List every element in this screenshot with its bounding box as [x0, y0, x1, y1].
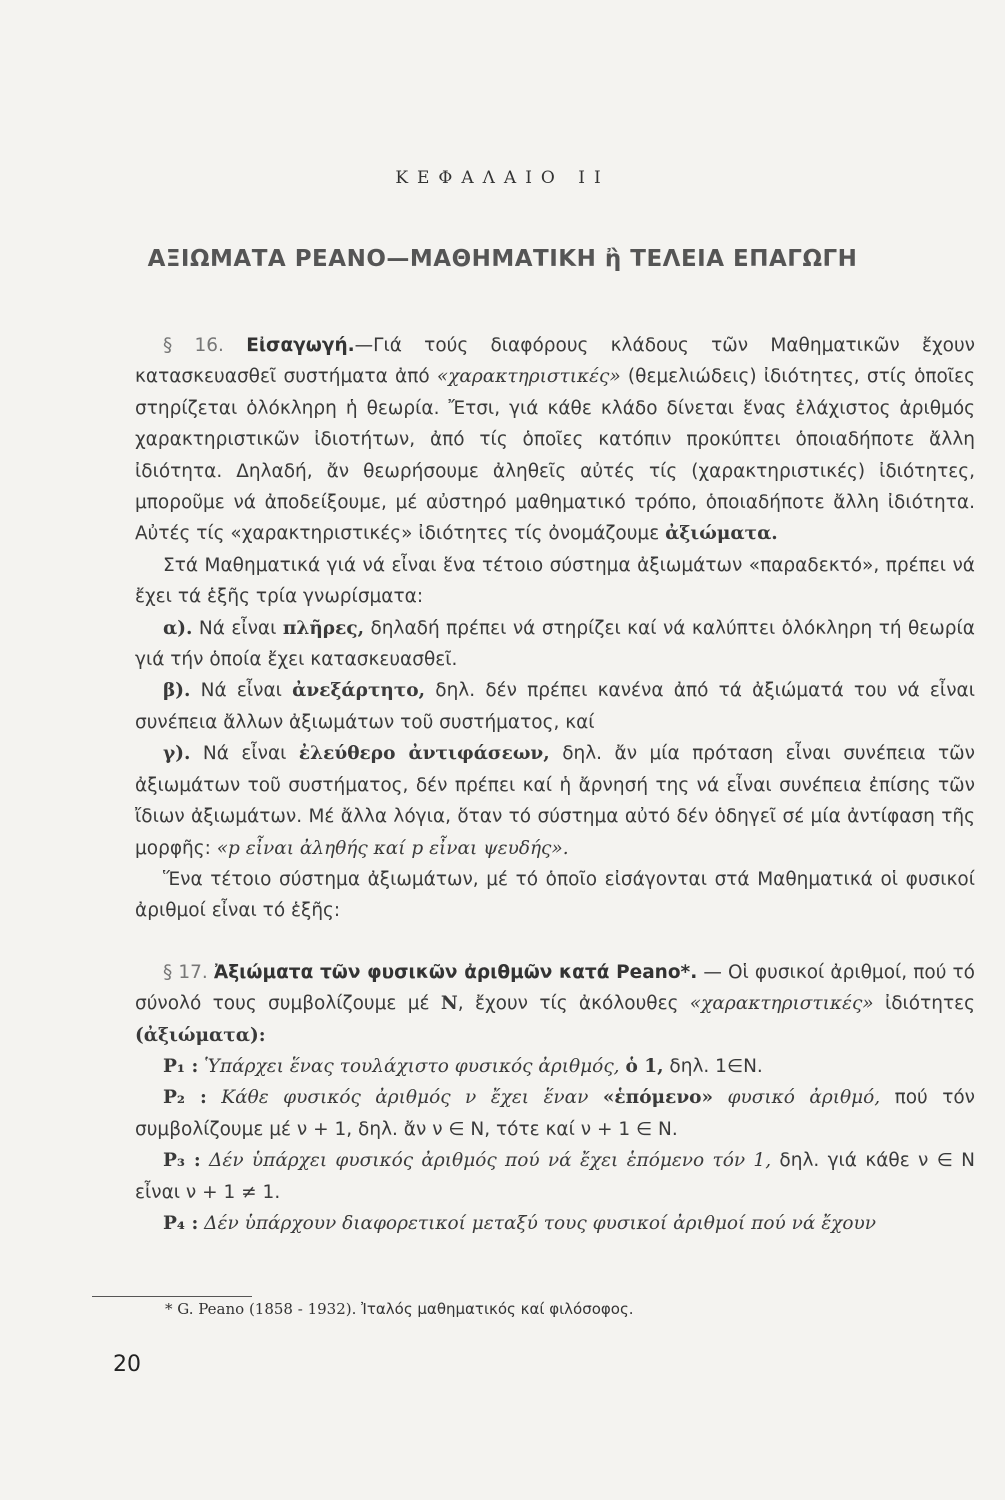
requirement-beta: β). Νά εἶναι ἀνεξάρτητο, δηλ. δέν πρέπει κανένα ἀπό τά ἀξιώματά του νά εἶναι συνέπεια ἄλλων ἀξιωμάτων τοῦ συστήματος, καί — [135, 680, 975, 733]
page-number: 20 — [113, 1352, 141, 1377]
section-16-paragraph: § 16. Εἰσαγωγή.—Γιά τούς διαφόρους κλάδους τῶν Μαθηματικῶν ἔχουν κατασκευασθεῖ συστήματα ἀπό «χαρακτηριστικές» (θεμελιώδεις) ἰδιότητες, στίς ὁποῖες στηρίζεται ὁλόκληρη ἡ θεωρία. Ἔτσι, γιά κάθε κλάδο δίνεται ἕνας ἐλάχιστος ἀριθμός χαρακτηριστικῶν ἰδιοτήτων, ἀπό τίς ὁποῖες κατόπιν προκύπτει ὁποιαδήποτε ἄλλη ἰδιότητα. Δηλαδή, ἄν θεωρήσουμε ἀληθεῖς αὐτές τίς (χαρακτηριστικές) ἰδιότητες, μποροῦμε νά ἀποδείξουμε, μέ αὐστηρό μαθηματικό τρόπο, ὁποιαδήποτε ἄλλη ἰδιότητα. Αὐτές τίς «χαρακτηριστικές» ἰδιότητες τίς ὀνομάζουμε ἀξιώματα. — [135, 335, 975, 545]
footnote: * G. Peano (1858 - 1932). Ἰταλός μαθηματικός καί φιλόσοφος. — [165, 1300, 634, 1318]
axiom-p1: P₁ : Ὑπάρχει ἕνας τουλάχιστο φυσικός ἀριθμός, ὁ 1, δηλ. 1∈N. — [163, 1055, 763, 1077]
requirements-paragraph: Στά Μαθηματικά γιά νά εἶναι ἕνα τέτοιο σύστημα ἀξιωμάτων «παραδεκτό», πρέπει νά ἔχει τά ἑξῆς τρία γνωρίσματα: — [135, 554, 975, 608]
page-body — [135, 330, 975, 1239]
section-17-mark: § 17. — [163, 961, 208, 983]
axiom-p3: P₃ : Δέν ὑπάρχει φυσικός ἀριθμός πού νά ἔχει ἑπόμενο τόν 1, δηλ. γιά κάθε ν ∈ N εἶναι ν + 1 ≠ 1. — [135, 1150, 975, 1203]
system-paragraph: Ἕνα τέτοιο σύστημα ἀξιωμάτων, μέ τό ὁποῖο εἰσάγονται στά Μαθηματικά οἱ φυσικοί ἀριθμοί εἶναι τό ἑξῆς: — [135, 868, 975, 922]
axiom-p4: P₄ : Δέν ὑπάρχουν διαφορετικοί μεταξύ τους φυσικοί ἀριθμοί πού νά ἔχουν — [163, 1212, 876, 1234]
requirement-gamma: γ). Νά εἶναι ἐλεύθερο ἀντιφάσεων, δηλ. ἄν μία πρόταση εἶναι συνέπεια τῶν ἀξιωμάτων τοῦ συστήματος, δέν πρέπει καί ἡ ἄρνησή της νά εἶναι συνέπεια ἐπίσης τῶν ἴδιων ἀξιωμάτων. Μέ ἄλλα λόγια, ὅταν τό σύστημα αὐτό δέν ὁδηγεῖ σέ μία ἀντίφαση τῆς μορφῆς: «p εἶναι ἀληθής καί p εἶναι ψευδής». — [135, 743, 975, 859]
chapter-title: ΑΞΙΩΜΑΤΑ PEANO—ΜΑΘΗΜΑΤΙΚΗ ἢ ΤΕΛΕΙΑ ΕΠΑΓΩΓΗ — [147, 246, 858, 272]
spacer — [135, 927, 975, 957]
section-17-heading: Ἀξιώματα τῶν φυσικῶν ἀριθμῶν κατά Peano*. — [213, 961, 698, 983]
section-17-paragraph: § 17. Ἀξιώματα τῶν φυσικῶν ἀριθμῶν κατά Peano*. — Οἱ φυσικοί ἀριθμοί, πού τό σύνολό τους συμβολίζουμε μέ N, ἔχουν τίς ἀκόλουθες «χαρακτηριστικές» ἰδιότητες (ἀξιώματα): — [135, 961, 976, 1046]
section-16-mark: § 16. — [163, 335, 224, 356]
axiom-p2: P₂ : Κάθε φυσικός ἀριθμός ν ἔχει ἕναν «ἑπόμενο» φυσικό ἀριθμό, πού τόν συμβολίζουμε μέ ν + 1, δηλ. ἄν ν ∈ N, τότε καί ν + 1 ∈ N. — [135, 1087, 975, 1140]
chapter-heading: ΚΕΦΑΛΑΙΟ II — [395, 168, 610, 188]
requirement-alpha: α). Νά εἶναι πλῆρες, δηλαδή πρέπει νά στηρίζει καί νά καλύπτει ὁλόκληρη τή θεωρία γιά τήν ὁποία ἔχει κατασκευασθεῖ. — [135, 617, 975, 671]
footnote-divider — [92, 1296, 252, 1297]
section-16-heading: Εἰσαγωγή. — [246, 335, 355, 356]
